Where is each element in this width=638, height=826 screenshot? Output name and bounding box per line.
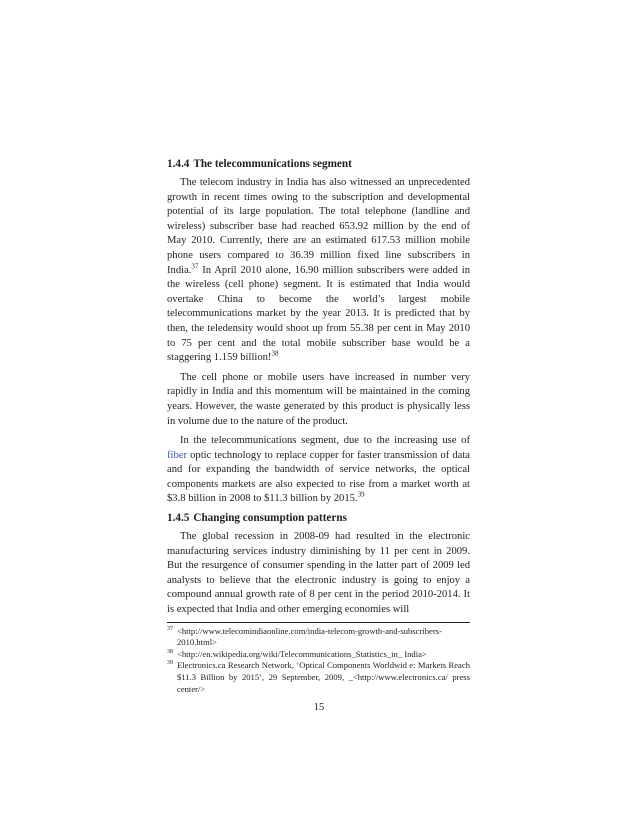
footnote: 37 <http://www.telecomindiaonline.com/india-telecom-growth-and-subscribers-2010.html> <box>167 625 442 648</box>
footnote: 38 <http://en.wikipedia.org/wiki/Telecommunications_Statistics_in_ India> <box>167 648 427 659</box>
paragraph: The cell phone or mobile users have increased in number very rapidly in India and this momentum will be maintained in the coming years. However, the waste generated by this product is physically less in volume due to the nature of the product. <box>167 371 470 427</box>
footnotes <box>167 626 470 696</box>
section-heading-telecom <box>167 157 470 172</box>
footnote-divider <box>167 622 470 623</box>
section-number: 1.4.5 <box>167 512 190 525</box>
section-heading-consumption <box>167 511 470 526</box>
footnote-ref-37: 37 <box>191 262 199 271</box>
footnote: 39 Electronics.ca Research Network, ‘Optical Components Worldwid e: Markets Reach $11.3 Billion by 2015’, 29 September, 2009, _<http://www.electronics.ca/ press center/> <box>167 660 470 694</box>
section-title: The telecommunications segment <box>193 158 352 170</box>
footnote-text: <http://en.wikipedia.org/wiki/Telecommunications_Statistics_in_ India> <box>177 648 427 659</box>
section-title: Changing consumption patterns <box>193 512 347 525</box>
paragraph-text: In April 2010 alone, 16.90 million subscribers were added in the wireless (cell phone) segment. It is estimated that India would overtake China to become the world’s largest mobile telecommunications market by the year 2013. It is predicted that by then, the teledensity would shoot up from 55.38 per cent in May 2010 to 75 per cent and the total mobile subscriber base would be a staggering 1.159 billion! <box>167 264 470 364</box>
paragraph-text: optic technology to replace copper for faster transmission of data and for expanding the bandwidth of service networks, the optical components markets are also expected to rise from a market worth at $3.8 billion in 2008 to $11.3 billion by 2015. <box>167 449 470 505</box>
footnote-ref-39: 39 <box>357 490 365 499</box>
text-column <box>167 152 470 695</box>
paragraph: The global recession in 2008-09 had resulted in the electronic manufacturing services industry diminishing by 11 per cent in 2009. But the resurgence of consumer spending in the latter part of 2009 led analysts to believe that the electronic industry is going to enjoy a compound annual growth rate of 8 per cent in the period 2010-2014. It is expected that India and other emerging economies will <box>167 531 470 616</box>
footnote-text: <http://www.telecomindiaonline.com/india-telecom-growth-and-subscribers-2010.html> <box>177 625 442 648</box>
paragraph <box>167 434 470 507</box>
page-number: 15 <box>313 702 325 713</box>
highlighted-word: fiber <box>167 449 187 461</box>
section-number: 1.4.4 <box>167 158 190 170</box>
paragraph-text: In the telecommunications segment, due to the increasing use of <box>180 435 470 447</box>
footnote-ref-38: 38 <box>271 349 279 358</box>
footnote-text: Electronics.ca Research Network, ‘Optical Components Worldwid e: Markets Reach $11.3 Billion by 2015’, 29 September, 2009, _<http://www.electronics.ca/ press center/> <box>177 660 470 694</box>
paragraph-text: The telecom industry in India has also witnessed an unprecedented growth in recent times owing to the subscription and developmental potential of its large population. The total telephone (landline and wireless) subscriber base had reached 653.92 million by the end of May 2010. Currently, there are an estimated 617.53 million mobile phone users compared to 36.39 million fixed line subscribers in India. <box>167 177 470 276</box>
paragraph <box>167 176 470 366</box>
